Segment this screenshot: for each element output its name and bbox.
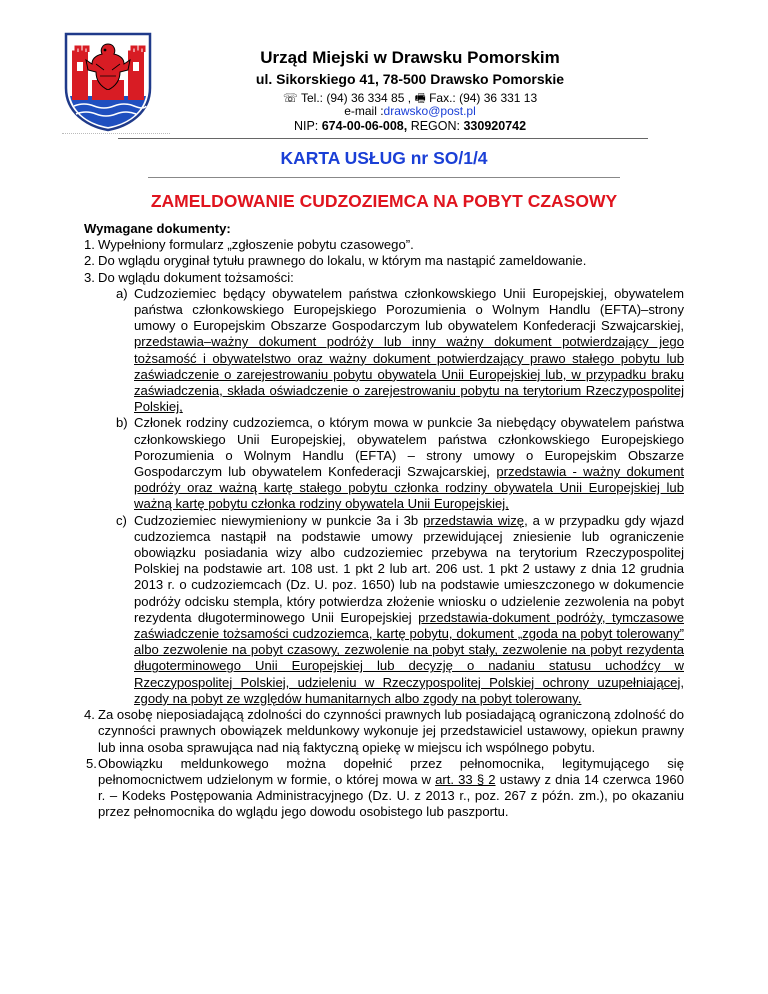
email-link[interactable]: drawsko@post.pl xyxy=(383,104,476,118)
requirements-section xyxy=(84,221,684,821)
tax-ids xyxy=(150,119,670,133)
list-item: 5. Obowiązku meldunkowego można dopełnić przez pełnomocnika, legitymującego się pełnomocnictwem udzielonym w formie, o której mowa w art. 33 § 2 ustawy z dnia 14 czerwca 1960 r. – Kodeks Postępowania Administracyjnego (Dz. U. z 2013 r., poz. 267 z późn. zm.), po okazaniu przez pełnomocnika do wglądu jego dowodu osobistego lub paszportu. xyxy=(86,755,684,820)
logo-underline xyxy=(62,133,170,134)
nip-label: NIP: xyxy=(293,119,322,133)
legal-reference-link: art. 33 § 2 xyxy=(435,771,496,787)
regon-label: REGON: xyxy=(407,119,464,133)
card-title: KARTA USŁUG nr SO/1/4 xyxy=(280,148,488,168)
title-divider xyxy=(148,177,620,178)
coat-of-arms-logo xyxy=(62,30,154,132)
office-name: Urząd Miejski w Drawsku Pomorskim xyxy=(260,48,560,67)
fax-icon: 🖷 xyxy=(414,91,426,105)
phone-icon: ☏ xyxy=(282,91,298,105)
office-address: ul. Sikorskiego 41, 78-500 Drawsko Pomorskie xyxy=(255,71,565,87)
requirements-heading: Wymagane dokumenty: xyxy=(84,221,231,236)
nip-value: 674-00-06-008, xyxy=(321,119,408,133)
sub-item-a: a) Cudzoziemiec będący obywatelem państwa członkowskiego Unii Europejskiej, obywatelem państwa członkowskiego Europejskiego Porozumienia o Wolnym Handlu (EFTA)–strony umowy o Europejskim Obszarze Gospodarczym lub obywatelem Konfederacji Szwajcarskiej, przedstawia–ważny dokument podróży lub inny ważny dokument potwierdzający jego tożsamość i obywatelstwo oraz ważny dokument potwierdzający prawo stałego pobytu lub zaświadczenie o zarejestrowaniu pobytu obywatela Unii Europejskiej lub, w przypadku braku zaświadczenia, składa oświadczenie o zarejestrowaniu pobytu na terytorium Rzeczypospolitej Polskiej, xyxy=(116,285,684,415)
regon-value: 330920742 xyxy=(463,119,527,133)
list-item: 3. Do wglądu dokument tożsamości: xyxy=(84,269,294,285)
list-item: 4. Za osobę nieposiadającą zdolności do czynności prawnych lub posiadającą ograniczoną zdolność do czynności prawnych obowiązek meldunkowy wykonuje jej przedstawiciel ustawowy, opiekun prawny lub inna osoba sprawująca nad nią faktyczną opiekę w miejscu ich wspólnego pobytu. xyxy=(84,707,684,755)
sub-item-b: b) Członek rodziny cudzoziemca, o którym mowa w punkcie 3a niebędący obywatelem państwa członkowskiego Unii Europejskiej, obywatelem państwa członkowskiego Europejskiego Porozumienia o Wolnym Handlu (EFTA) – strony umowy o Europejskim Obszarze Gospodarczym lub obywatelem Konfederacji Szwajcarskiej, przedstawia - ważny dokument podróży oraz ważną kartę stałego pobytu członka rodziny obywatela Unii Europejskiej lub ważną kartę pobytu członka rodziny obywatela Unii Europejskiej, xyxy=(116,415,684,512)
list-item: 2. Do wglądu oryginał tytułu prawnego do lokalu, w którym ma nastąpić zameldowanie. xyxy=(84,253,587,269)
contact-email xyxy=(150,104,670,118)
sub-item-c: c) Cudzoziemiec niewymieniony w punkcie 3a i 3b przedstawia wizę, a w przypadku gdy wjazd cudzoziemca nastąpił na podstawie umowy przewidującej zniesienie lub ograniczenie obowiązku posiadania wizy albo cudzoziemiec przebywa na terytorium Rzeczypospolitej Polskiej na podstawie art. 108 ust. 1 pkt 2 lub art. 206 ust. 1 pkt 2 ustawy z dnia 12 grudnia 2013 r. o cudzoziemcach (Dz. U. poz. 1650) lub na podstawie umieszczonego w dokumencie podróży odcisku stempla, który potwierdza złożenie wniosku o udzielenie zezwolenia na pobyt rezydenta długoterminowego Unii Europejskiej przedstawia-dokument podróży, tymczasowe zaświadczenie tożsamości cudzoziemca, kartę pobytu, dokument „zgoda na pobyt tolerowany” albo zezwolenie na pobyt czasowy, zezwolenie na pobyt stały, zezwolenie na pobyt rezydenta długoterminowego Unii Europejskiej lub decyzję o nadaniu statusu uchodźcy w Rzeczypospolitej Polskiej, udzieleniu w Rzeczypospolitej Polskiej ochrony uzupełniającej, zgody na pobyt ze względów humanitarnych albo zgody na pobyt tolerowany. xyxy=(116,512,685,706)
tel-text: Tel.: (94) 36 334 85 , xyxy=(300,91,412,105)
fax-text: Fax.: (94) 36 331 13 xyxy=(429,91,538,105)
header-divider xyxy=(118,138,648,139)
list-item: 1. Wypełniony formularz „zgłoszenie pobytu czasowego”. xyxy=(84,237,414,253)
service-subject: ZAMELDOWANIE CUDZOZIEMCA NA POBYT CZASOWY xyxy=(150,191,618,211)
email-label: e-mail : xyxy=(344,104,384,118)
